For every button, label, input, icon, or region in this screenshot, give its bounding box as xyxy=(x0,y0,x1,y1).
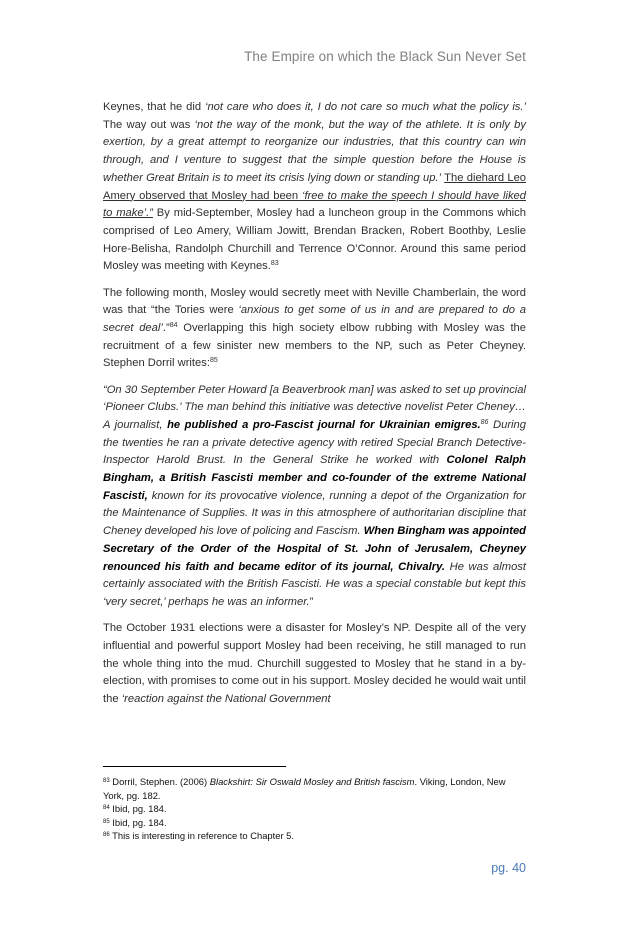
footnote-divider xyxy=(103,766,286,767)
body-text xyxy=(103,99,526,717)
highlight-ukrainian-journal: he published a pro-Fascist journal for Ukrainian emigres. xyxy=(167,418,481,431)
paragraph-october-elections: The October 1931 elections were a disaster for Mosley’s NP. Despite all of the very influential and powerful support Mosley had been receiving, he still managed to run the whole thing into the mud. Churchill suggested to Mosley that he stand in a by-election, with promises to come out in his support. Mosley decided he would wait until the ‘reaction against the National Government xyxy=(103,622,526,705)
page-number: pg. 40 xyxy=(491,861,526,875)
footnote-ref-83: 83 xyxy=(270,260,279,268)
footnote-84: $^{84}$ Ibid, pg. 184. xyxy=(103,803,167,815)
footnote-85: $^{85}$ Ibid, pg. 184. xyxy=(103,816,167,828)
footnote-ref-85: 85 xyxy=(209,357,218,365)
highlight-ralph-bingham: Colonel Ralph Bingham, a British Fascisti member and co-founder of the extreme National Fascisti, xyxy=(103,454,526,502)
footnote-83: $^{83}$ Dorril, Stephen. (2006) Blackshirt: Sir Oswald Mosley and British fascism. Viking, London, New York, pg. 182. xyxy=(103,776,506,801)
underlined-amery-quote: The diehard Leo Amery observed that Mosley had been ‘free to make the speech I should have liked to make’.” xyxy=(103,171,527,220)
footnote-86: $^{86}$ This is interesting in reference to Chapter 5. xyxy=(103,830,294,842)
footnote-ref-86: 86 xyxy=(480,418,489,426)
footnotes xyxy=(103,775,526,843)
running-header: The Empire on which the Black Sun Never Set xyxy=(244,49,526,64)
block-quote-dorril: “On 30 September Peter Howard [a Beaverbrook man] was asked to set up provincial ‘Pioneer Clubs.’ The man behind this initiative was detective novelist Peter Cheney…A journalist, he published a pro-Fascist journal for Ukrainian emigres.$^{86}$ During the twenties he ran a private detective agency with retired Special Branch Detective-Inspector Harold Brust. In the General Strike he worked with Colonel Ralph Bingham, a British Fascisti member and co-founder of the extreme National Fascisti, known for its provocative violence, running a depot of the Organization for the Maintenance of Supplies. It was in this atmosphere of authoritarian discipline that Cheney developed his love of policing and Fascism. When Bingham was appointed Secretary of the Order of the Hospital of St. John of Jerusalem, Cheyney renounced his faith and became editor of its journal, Chivalry. He was almost certainly associated with the British Fascisti. He was a special constable but kept this ‘very secret,’ perhaps he was an informer.” xyxy=(103,383,526,608)
highlight-order-of-st-john: When Bingham was appointed Secretary of the Order of the Hospital of St. John of Jerusalem, Cheyney renounced his faith and became editor of its journal, Chivalry. xyxy=(103,525,526,573)
paragraph-keynes-speech: Keynes, that he did ‘not care who does it, I do not care so much what the policy is.’ The way out was ‘not the way of the monk, but the way of the athlete. It is only by exertion, by a great attempt to reorganize our industries, that this country can win through, and I venture to suggest that the simple question before the House is whether Great Britain is to meet its crisis lying down or standing up.’ The diehard Leo Amery observed that Mosley had been ‘free to make the speech I should have liked to make’.” By mid-September, Mosley had a luncheon group in the Commons which comprised of Leo Amery, William Jowitt, Brendan Bracken, Robert Boothby, Leslie Hore-Belisha, Randolph Churchill and Terrence O’Connor. Around this same period Mosley was meeting with Keynes.$^{83}$ xyxy=(103,101,527,273)
footnote-ref-84: 84 xyxy=(169,321,178,329)
paragraph-chamberlain-meeting: The following month, Mosley would secretly meet with Neville Chamberlain, the word was that “the Tories were ‘anxious to get some of us in and are prepared to do a secret deal’.”$^{84}$ Overlapping this high society elbow rubbing with Mosley was the recruitment of a few sinister new members to the NP, such as Peter Cheyney. Stephen Dorril writes:$^{85}$ xyxy=(103,286,526,370)
